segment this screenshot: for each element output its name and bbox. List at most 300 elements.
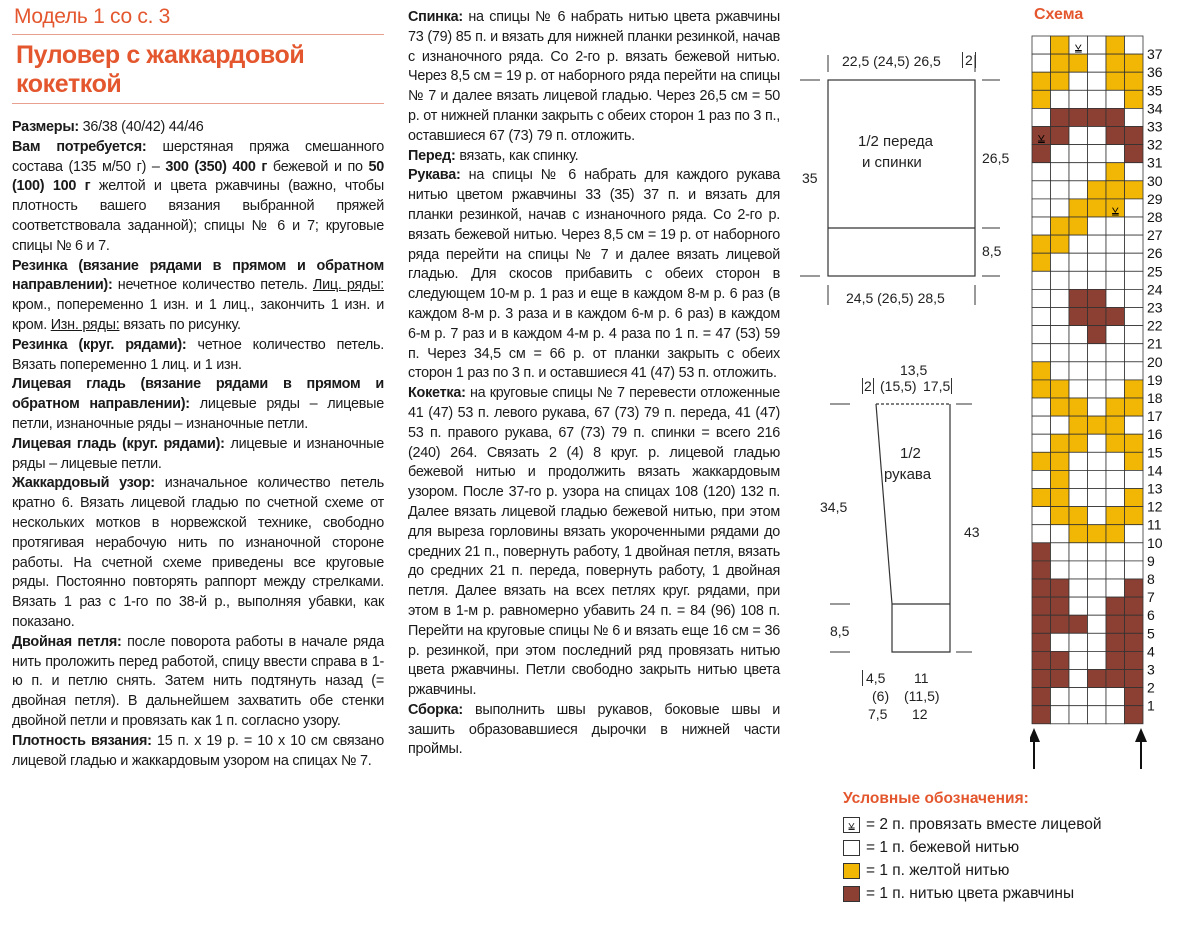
chart-cell — [1125, 507, 1144, 525]
chart-cell — [1032, 235, 1051, 253]
chart-cell — [1088, 127, 1107, 145]
col1-text-b: Лицевая гладь (вязание рядами в прямом и обратном направлении): — [12, 376, 384, 413]
legend-item-label: = 2 п. провязать вместе лицевой — [866, 815, 1102, 833]
chart-cell — [1106, 217, 1125, 235]
legend-item-label: = 1 п. бежевой нитью — [866, 838, 1020, 856]
column-left-body — [12, 118, 384, 771]
chart-cell — [1051, 326, 1070, 344]
col2-text-b: Спинка: — [408, 9, 463, 25]
chart-cell — [1051, 362, 1070, 380]
chart-cell — [1069, 145, 1088, 163]
chart-cell — [1106, 344, 1125, 362]
sleeve-height-right: 43 — [964, 524, 980, 540]
chart-cell — [1032, 145, 1051, 163]
chart-cell — [1125, 543, 1144, 561]
col1-text-t: шерстяная пряжа смешанного состава (135 м/50 г) – — [12, 138, 384, 175]
chart-cell — [1069, 54, 1088, 72]
chart-cell — [1032, 489, 1051, 507]
decrease-icon: ⩣ — [843, 817, 860, 833]
repeat-arrow-icon — [1030, 728, 1040, 742]
chart-cell — [1032, 199, 1051, 217]
chart-cell — [1088, 633, 1107, 651]
sleeve-top-d: 17,5 — [923, 378, 951, 394]
chart-cell — [1069, 326, 1088, 344]
col2-paragraph — [408, 166, 780, 384]
body-bottom-width: 24,5 (26,5) 28,5 — [846, 290, 945, 306]
chart-cell — [1051, 163, 1070, 181]
article-title: Пуловер с жаккардовой кокеткой — [16, 41, 305, 98]
chart-cell — [1125, 90, 1144, 108]
col1-paragraph — [12, 375, 384, 434]
title-rule — [12, 103, 384, 104]
chart-cell — [1125, 235, 1144, 253]
body-label-2: и спинки — [862, 154, 922, 171]
col2-text-t: на спицы № 6 набрать для каждого рукава нитью цветом ржавчины 33 (35) 37 п. и вязать для планки резинкой, начав с изнаночного ряда. Со 2-го р. вязать бежевой нитью. Через 8,5 см = 19 р. от наборного ряда перейти на спицы № 7 и далее вязать лицевой гладью. Для скосов прибавить с обеих сторон в следующем 10-м р. 1 раз и еще в каждом 8-м р. 6 раз (в каждом 8-м р. 3 раза и в каждом 6-м р. 6 раз) в каждом 6-м р. 7 раз и в каждом 4-м р. 4 раза по 1 п. = 47 (53) 59 п. Через 34,5 см = 66 р. от планки закрыть с обеих сторон 1 раз по 3 п. и оставшиеся 41 (47) 53 п. отложить. — [408, 167, 780, 382]
chart-cell — [1051, 145, 1070, 163]
chart-cell — [1051, 489, 1070, 507]
chart-cell — [1069, 108, 1088, 126]
chart-cell — [1032, 289, 1051, 307]
col1-text-t3: вязать по рисунку. — [119, 316, 241, 333]
chart-cell — [1106, 253, 1125, 271]
chart-cell — [1051, 289, 1070, 307]
chart-row-number: 28 — [1147, 209, 1163, 225]
chart-cell — [1032, 525, 1051, 543]
chart-cell — [1069, 289, 1088, 307]
chart-cell — [1069, 253, 1088, 271]
chart-cell — [1051, 579, 1070, 597]
chart-cell — [1125, 633, 1144, 651]
col2-paragraph — [408, 701, 780, 760]
col1-text-t: после поворота работы в начале ряда нить проложить перед работой, спицу ввести справа в 1-ю п. и петлю снять. Затем нить подтянуть назад (= двойная петля). В дальнейшем захватить обе стенки двойной петли и провязать как 1 п. согласно узору. — [12, 633, 384, 729]
col1-text-b: Лицевая гладь (круг. рядами): — [12, 435, 225, 452]
chart-row-number: 9 — [1147, 552, 1155, 569]
chart-cell — [1106, 579, 1125, 597]
chart-cell — [1032, 217, 1051, 235]
sleeve-outline — [876, 404, 950, 652]
chart-cell — [1106, 597, 1125, 615]
chart-cell — [1032, 344, 1051, 362]
chart-cell — [1051, 199, 1070, 217]
chart-cell — [1125, 489, 1144, 507]
chart-cell — [1106, 271, 1125, 289]
chart-cell — [1106, 54, 1125, 72]
col1-text-b2: 300 (350) 400 г — [165, 158, 268, 175]
chart-cell — [1106, 416, 1125, 434]
chart-cell — [1069, 489, 1088, 507]
chart-cell — [1125, 72, 1144, 90]
chart-cell — [1125, 688, 1144, 706]
chart-cell — [1088, 398, 1107, 416]
chart-cell — [1032, 615, 1051, 633]
chart-cell — [1106, 688, 1125, 706]
chart-cell — [1069, 163, 1088, 181]
swatch-beige-icon — [843, 840, 860, 856]
chart-cell — [1125, 326, 1144, 344]
chart-cell — [1032, 36, 1051, 54]
chart-cell — [1051, 181, 1070, 199]
chart-cell — [1032, 597, 1051, 615]
chart-cell — [1069, 470, 1088, 488]
chart-cell — [1088, 36, 1107, 54]
chart-cell — [1088, 344, 1107, 362]
col1-paragraph — [12, 138, 384, 257]
chart-cell — [1125, 615, 1144, 633]
legend-item — [843, 882, 1183, 905]
chart-row-number: 16 — [1147, 426, 1163, 443]
chart-row-number: 5 — [1147, 625, 1155, 642]
chart-cell — [1032, 452, 1051, 470]
chart-cell — [1125, 670, 1144, 688]
chart-cell — [1069, 199, 1088, 217]
chart-cell — [1125, 181, 1144, 199]
chart-cell — [1032, 633, 1051, 651]
chart-cell — [1125, 362, 1144, 380]
col1-text-t3: желтой и цвета ржавчины (важно, чтобы плотность вашего вязания выбранной пряжей соответствовала заданной); спицы № 6 и 7; круговые спицы № 6 и 7. — [12, 178, 384, 254]
chart-row-number: 35 — [1147, 82, 1163, 99]
sleeve-label-1: 1/2 — [900, 445, 921, 462]
chart-cell — [1051, 597, 1070, 615]
chart-cell — [1069, 72, 1088, 90]
chart-cell — [1125, 271, 1144, 289]
legend-items — [843, 813, 1183, 905]
chart-row-number: 37 — [1147, 46, 1163, 63]
chart-cell — [1051, 543, 1070, 561]
chart-cell — [1106, 507, 1125, 525]
chart-cell — [1088, 253, 1107, 271]
chart-cell — [1051, 398, 1070, 416]
chart-cell — [1069, 127, 1088, 145]
chart-cell — [1088, 72, 1107, 90]
col1-text-t: лицевые и изнаночные ряды – лицевые петли. — [12, 435, 384, 472]
chart-cell — [1106, 289, 1125, 307]
chart-cell — [1088, 217, 1107, 235]
chart-cell — [1051, 72, 1070, 90]
chart-row-number: 30 — [1147, 172, 1163, 189]
chart-cell — [1106, 670, 1125, 688]
chart-row-number: 31 — [1147, 154, 1163, 171]
repeat-arrow-icon — [1135, 728, 1147, 742]
chart-cell — [1125, 163, 1144, 181]
sleeve-top-b: 2 — [864, 378, 872, 394]
chart-cell — [1088, 597, 1107, 615]
col1-text-b: Жаккардовый узор: — [12, 475, 155, 492]
chart-cell — [1088, 163, 1107, 181]
chart-cell — [1032, 561, 1051, 579]
chart-cell — [1051, 688, 1070, 706]
chart-cell — [1125, 470, 1144, 488]
chart-row-number: 23 — [1147, 299, 1163, 316]
col1-text-t: нечетное количество петель. — [112, 277, 313, 294]
chart-cell — [1088, 579, 1107, 597]
col1-paragraph — [12, 257, 384, 336]
chart-cell — [1032, 507, 1051, 525]
chart-cell — [1088, 651, 1107, 669]
chart-cell — [1106, 489, 1125, 507]
chart-cell — [1088, 235, 1107, 253]
chart-cell — [1106, 145, 1125, 163]
col2-text-b: Перед: — [408, 147, 456, 164]
chart-cell — [1032, 651, 1051, 669]
chart-cell — [1051, 470, 1070, 488]
chart-cell — [1125, 597, 1144, 615]
chart-row-number: 32 — [1147, 136, 1163, 153]
chart-cell — [1069, 561, 1088, 579]
chart-title: Схема — [1034, 6, 1084, 23]
chart-cell — [1032, 271, 1051, 289]
chart-cell — [1051, 525, 1070, 543]
chart-cell — [1069, 434, 1088, 452]
chart-cell — [1051, 253, 1070, 271]
chart-cell — [1051, 706, 1070, 724]
chart-cell — [1125, 253, 1144, 271]
body-top-small: 2 — [962, 52, 976, 68]
chart-cell — [1051, 271, 1070, 289]
chart-row-number: 26 — [1147, 245, 1163, 262]
chart-cell — [1106, 235, 1125, 253]
chart-cell — [1069, 416, 1088, 434]
chart-cell — [1106, 651, 1125, 669]
swatch-yellow-icon — [843, 863, 860, 879]
legend-item — [843, 859, 1183, 882]
chart-cell — [1069, 688, 1088, 706]
chart-cell — [1088, 362, 1107, 380]
chart-cell — [1106, 525, 1125, 543]
col1-paragraph — [12, 732, 384, 772]
chart-cell — [1088, 308, 1107, 326]
chart-cell — [1069, 633, 1088, 651]
chart-row-number: 25 — [1147, 263, 1163, 280]
chart-row-number: 7 — [1147, 589, 1155, 606]
chart-cell — [1106, 163, 1125, 181]
chart-cell — [1069, 235, 1088, 253]
legend-title: Условные обозначения: — [843, 790, 1029, 807]
chart-cell — [1069, 181, 1088, 199]
sleeve-height-cuff: 8,5 — [830, 623, 850, 639]
body-height-lower: 8,5 — [982, 243, 1002, 259]
sleeve-top-c: (15,5) — [880, 378, 917, 394]
chart-cell — [1069, 615, 1088, 633]
chart-cell — [1088, 470, 1107, 488]
col1-text-t: четное количество петель. Вязать попеременно 1 лиц. и 1 изн. — [12, 336, 384, 373]
chart-cell — [1125, 217, 1144, 235]
chart-cell — [1032, 579, 1051, 597]
chart-cell — [1088, 670, 1107, 688]
chart-cell — [1125, 706, 1144, 724]
chart-cell — [1069, 344, 1088, 362]
legend-item — [843, 813, 1183, 836]
chart-cell — [1088, 452, 1107, 470]
col2-text-t: на круговые спицы № 7 перевести отложенные 41 (47) 53 п. левого рукава, 67 (73) 79 п. переда, 41 (47) 53 п. правого рукава, 67 (73) 79 п. спинки = всего 216 (240) 264. Связать 2 (4) 8 круг. р. лицевой гладью бежевой нитью и продолжить вязать жаккардовым узором. После 37-го р. узора на спицах 108 (120) 132 п. Далее вязать лицевой гладью бежевой нитью, при этом для выреза горловины вязать укороченными рядами до средних 21 п., повернуть работу, 1 двойная петля, вязать до средних 21 п. переда, повернуть работу, 1 двойная петля. Далее вязать на всех петлях круг. рядами, при этом в 1-м р. равномерно убавить 24 п. = 84 (96) 108 п. Перейти на круговые спицы № 6 и вязать еще 16 см = 36 р. резинкой, при этом последний ряд провязать нитью цвета ржавчины. Петли свободно закрыть нитью цвета ржавчины. — [408, 385, 780, 699]
chart-cell — [1088, 706, 1107, 724]
chart-cell — [1032, 543, 1051, 561]
col2-paragraph — [408, 147, 780, 167]
chart-cell — [1106, 706, 1125, 724]
chart-row-number: 22 — [1147, 317, 1163, 334]
chart-cell — [1088, 326, 1107, 344]
chart-cell — [1051, 434, 1070, 452]
chart-cell — [1125, 452, 1144, 470]
chart-row-number: 21 — [1147, 335, 1163, 352]
chart-cell — [1125, 525, 1144, 543]
chart-cell — [1069, 362, 1088, 380]
chart-cell — [1125, 289, 1144, 307]
chart-cell — [1125, 308, 1144, 326]
chart-row-number: 13 — [1147, 480, 1163, 497]
chart-cell — [1088, 271, 1107, 289]
chart-cell — [1051, 615, 1070, 633]
col2-paragraph — [408, 384, 780, 701]
chart-cell — [1032, 434, 1051, 452]
chart-row-number: 8 — [1147, 571, 1155, 587]
chart-cell — [1051, 651, 1070, 669]
chart-cell — [1088, 507, 1107, 525]
decrease-icon: ⩣ — [1111, 202, 1119, 216]
chart-cell — [1088, 380, 1107, 398]
chart-row-number: 14 — [1147, 462, 1163, 479]
chart-cell — [1069, 452, 1088, 470]
chart-row-number: 18 — [1147, 390, 1163, 406]
chart-cell — [1051, 380, 1070, 398]
col2-text-b: Сборка: — [408, 701, 463, 718]
chart-cell — [1069, 271, 1088, 289]
chart-cell — [1106, 127, 1125, 145]
chart-row-number: 1 — [1147, 697, 1155, 714]
chart-cell — [1125, 651, 1144, 669]
column-middle — [408, 8, 780, 760]
chart-cell — [1106, 434, 1125, 452]
chart-cell — [1032, 380, 1051, 398]
chart-row-number: 29 — [1147, 190, 1163, 207]
col1-text-b: Резинка (вязание рядами в прямом и обратном направлении): — [12, 257, 384, 294]
chart-cell — [1088, 145, 1107, 163]
swatch-rust-icon — [843, 886, 860, 902]
chart-cell — [1088, 199, 1107, 217]
chart-row-number: 36 — [1147, 64, 1163, 81]
chart-cell — [1051, 344, 1070, 362]
col1-paragraph — [12, 435, 384, 475]
chart-cell — [1051, 416, 1070, 434]
chart-cell — [1051, 108, 1070, 126]
chart-row-number: 10 — [1147, 534, 1163, 551]
legend-item — [843, 836, 1183, 859]
chart-row-number: 24 — [1147, 281, 1163, 298]
decrease-icon: ⩣ — [1037, 129, 1045, 144]
chart-cell — [1032, 416, 1051, 434]
chart-cell — [1069, 670, 1088, 688]
sleeve-top-a: 13,5 — [900, 362, 928, 378]
sleeve-height-left: 34,5 — [820, 499, 848, 515]
chart-row-number: 4 — [1147, 643, 1155, 660]
chart-cell — [1032, 670, 1051, 688]
chart-cell — [1051, 507, 1070, 525]
chart-cell — [1069, 217, 1088, 235]
chart-cell — [1088, 543, 1107, 561]
chart-cell — [1051, 235, 1070, 253]
chart-cell — [1125, 108, 1144, 126]
body-outline — [828, 80, 975, 276]
chart-cell — [1106, 543, 1125, 561]
chart-cell — [1051, 561, 1070, 579]
chart-cell — [1106, 326, 1125, 344]
chart-cell — [1106, 362, 1125, 380]
chart-cell — [1051, 127, 1070, 145]
chart-cell — [1032, 398, 1051, 416]
chart-cell — [1069, 579, 1088, 597]
chart-cell — [1069, 706, 1088, 724]
column-left — [12, 0, 384, 771]
col1-text-b: Плотность вязания: — [12, 732, 152, 749]
chart-cell — [1051, 308, 1070, 326]
col1-text-t: изначальное количество петель кратно 6. Вязать лицевой гладью по счетной схеме от нескольких мотков в норвежской технике, свободно протягивая нерабочую нить по изнаночной стороне работы. На счетной схеме приведены все круговые ряды. Постоянно повторять раппорт между стрелками. Вязать 1 раз с 1-го по 38-й р., выполняя убавки, как показано. — [12, 475, 384, 630]
chart-cell — [1088, 289, 1107, 307]
sleeve-label-2: рукава — [884, 466, 932, 483]
chart-cell — [1125, 416, 1144, 434]
pattern-diagrams — [790, 0, 1020, 760]
chart-cell — [1088, 90, 1107, 108]
chart-cell — [1051, 36, 1070, 54]
col1-paragraph — [12, 633, 384, 732]
col1-text-t2: кром., попеременно 1 изн. и 1 лиц., закончить 1 изн. и кром. — [12, 297, 384, 333]
col1-text-b3: 50 (100) 100 г — [12, 158, 384, 195]
legend-item-label: = 1 п. желтой нитью — [866, 861, 1010, 879]
chart-cell — [1106, 90, 1125, 108]
chart-cell — [1088, 416, 1107, 434]
chart-cell — [1125, 561, 1144, 579]
col1-text-t: 15 п. х 19 р. = 10 х 10 см связано лицевой гладью и жаккардовым узором на спицах № 7. — [12, 732, 384, 769]
chart-cell — [1088, 489, 1107, 507]
col1-paragraph — [12, 336, 384, 376]
chart-cell — [1069, 507, 1088, 525]
col2-paragraph — [408, 8, 780, 147]
chart-cell — [1088, 525, 1107, 543]
sleeve-bot-f: 12 — [912, 706, 928, 722]
chart-cell — [1125, 380, 1144, 398]
chart-row-number: 19 — [1147, 371, 1163, 388]
body-top-width: 22,5 (24,5) 26,5 — [842, 53, 941, 69]
chart-cell — [1125, 199, 1144, 217]
col1-text-u: Лиц. ряды: — [312, 277, 384, 294]
chart-cell — [1125, 127, 1144, 145]
knitting-chart — [1030, 34, 1195, 774]
col1-paragraph — [12, 118, 384, 138]
chart-cell — [1069, 651, 1088, 669]
chart-row-number: 17 — [1147, 408, 1163, 425]
chart-row-number: 27 — [1147, 227, 1163, 244]
chart-cell — [1069, 308, 1088, 326]
chart-cell — [1032, 181, 1051, 199]
chart-cell — [1069, 543, 1088, 561]
chart-row-number: 6 — [1147, 607, 1155, 624]
chart-cell — [1069, 380, 1088, 398]
sleeve-bot-a: 4,5 — [862, 670, 885, 686]
chart-cell — [1032, 54, 1051, 72]
sleeve-bot-e: (11,5) — [904, 688, 940, 704]
chart-cell — [1069, 525, 1088, 543]
chart-cell — [1106, 308, 1125, 326]
chart-cell — [1032, 90, 1051, 108]
chart-row-number: 15 — [1147, 444, 1163, 461]
col1-text-t: лицевые ряды – лицевые петли, изнаночные ряды – изнаночные петли. — [12, 396, 384, 432]
chart-cell — [1125, 145, 1144, 163]
chart-cell — [1088, 615, 1107, 633]
decrease-icon: ⩣ — [1074, 39, 1082, 54]
chart-cell — [1032, 108, 1051, 126]
col2-text-t: вязать, как спинку. — [455, 147, 579, 164]
chart-cell — [1069, 597, 1088, 615]
chart-cell — [1032, 253, 1051, 271]
chart-row-number: 11 — [1147, 516, 1162, 533]
